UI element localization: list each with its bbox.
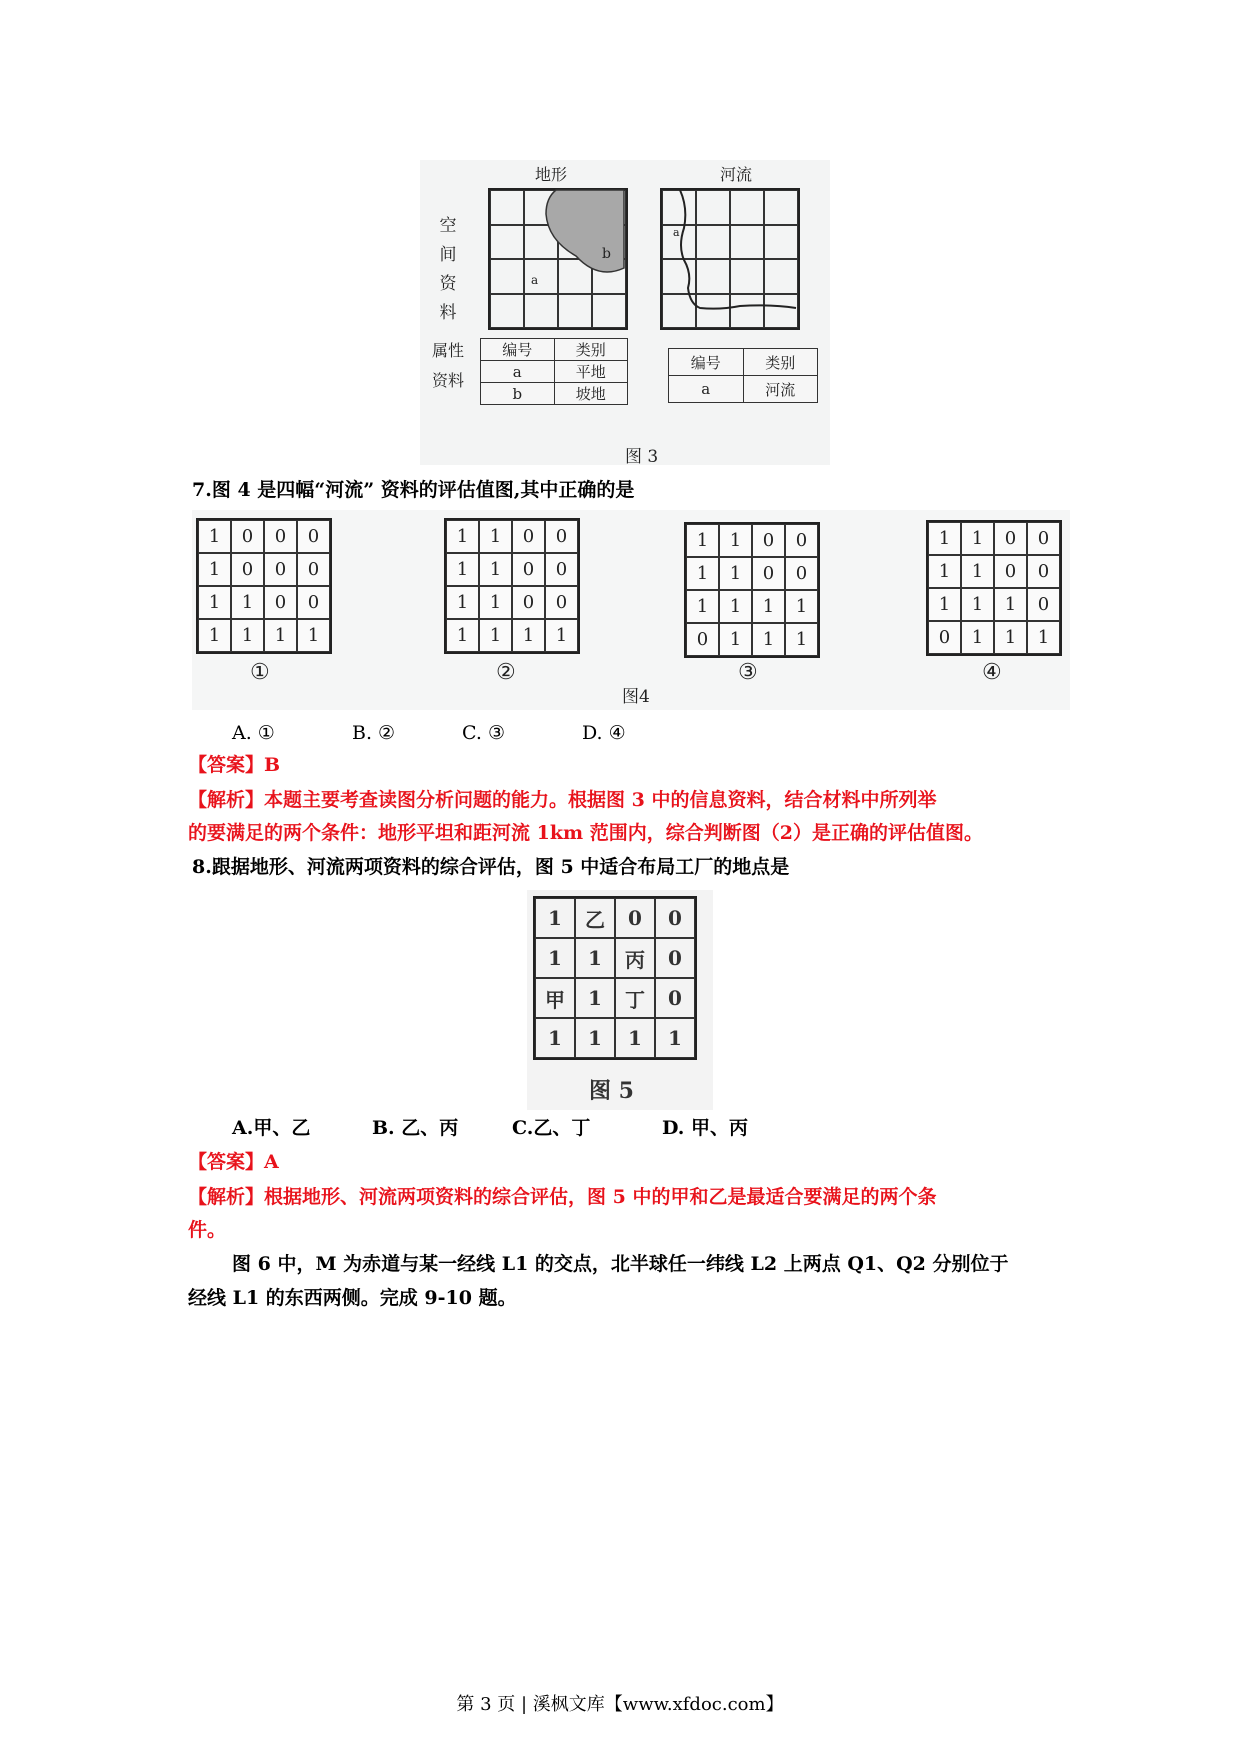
q7-answer: 【答案】B: [188, 754, 281, 776]
matrix-cell: 1: [479, 619, 512, 652]
matrix-cell: 丁: [615, 978, 655, 1018]
matrix-cell: 1: [928, 555, 961, 588]
matrix-cell: 甲: [535, 978, 575, 1018]
matrix-cell: 1: [928, 588, 961, 621]
matrix-cell: 0: [545, 520, 578, 553]
matrix-cell: 0: [752, 524, 785, 557]
matrix-cell: 1: [752, 623, 785, 656]
matrix-cell: 1: [535, 898, 575, 938]
figure-4: [192, 510, 1070, 710]
matrix-5: [533, 896, 697, 1060]
matrix-cell: 1: [719, 557, 752, 590]
page-footer: 第 3 页 | 溪枫文库【www.xfdoc.com】: [456, 1694, 784, 1715]
matrix-cell: 1: [686, 557, 719, 590]
terrain-attr-table: 编号 类别 a 平地 b 坡地: [480, 338, 628, 405]
q7-option-d: D. ④: [582, 722, 626, 744]
matrix-cell: 1: [928, 522, 961, 555]
terrain-title: 地形: [535, 165, 568, 184]
matrix-cell: 1: [615, 1018, 655, 1058]
river-label-a: a: [673, 226, 680, 239]
matrix-cell: 1: [785, 623, 818, 656]
matrix-2: [444, 518, 580, 654]
matrix-cell: 1: [198, 553, 231, 586]
matrix-cell: 1: [198, 619, 231, 652]
matrix-cell: 0: [512, 520, 545, 553]
q7-option-c: C. ③: [462, 722, 505, 744]
matrix-1-label: ①: [250, 660, 270, 685]
q8-analysis-line-1: 【解析】根据地形、河流两项资料的综合评估，图 5 中的甲和乙是最适合要满足的两个条: [188, 1186, 937, 1208]
matrix-cell: 0: [928, 621, 961, 654]
matrix-cell: 0: [231, 553, 264, 586]
matrix-cell: 1: [961, 522, 994, 555]
matrix-cell: 1: [752, 590, 785, 623]
matrix-cell: 1: [961, 555, 994, 588]
matrix-cell: 1: [961, 588, 994, 621]
q7-analysis-line-2: 的要满足的两个条件：地形平坦和距河流 1km 范围内，综合判断图（2）是正确的评估值图。: [188, 822, 983, 844]
figure-5-caption: 图 5: [589, 1078, 634, 1104]
matrix-cell: 1: [231, 619, 264, 652]
matrix-cell: 0: [297, 520, 330, 553]
figure-3-caption: 图 3: [625, 447, 659, 467]
river-title: 河流: [720, 165, 753, 184]
matrix-cell: 1: [535, 1018, 575, 1058]
q8-option-a: A.甲、乙: [232, 1117, 311, 1139]
matrix-3: [684, 522, 820, 658]
q8-answer: 【答案】A: [188, 1151, 279, 1173]
matrix-cell: 0: [785, 557, 818, 590]
terrain-label-a: a: [531, 273, 539, 287]
matrix-cell: 1: [575, 978, 615, 1018]
matrix-cell: 1: [198, 520, 231, 553]
matrix-cell: 0: [655, 978, 695, 1018]
matrix-cell: 1: [994, 621, 1027, 654]
matrix-cell: 0: [512, 553, 545, 586]
q8-option-b: B. 乙、丙: [372, 1117, 459, 1139]
matrix-cell: 0: [615, 898, 655, 938]
matrix-cell: 0: [297, 553, 330, 586]
terrain-label-b: b: [602, 246, 611, 262]
matrix-cell: 0: [785, 524, 818, 557]
intro-line-1: 图 6 中，M 为赤道与某一经线 L1 的交点，北半球任一纬线 L2 上两点 Q1、Q2 分别位于: [232, 1253, 1009, 1275]
q7-analysis-line-1: 【解析】本题主要考查读图分析问题的能力。根据图 3 中的信息资料，结合材料中所列举: [188, 789, 937, 811]
matrix-cell: 1: [535, 938, 575, 978]
attr-label-1: 属性: [432, 341, 465, 360]
matrix-cell: 1: [198, 586, 231, 619]
q7-option-b: B. ②: [352, 722, 396, 744]
matrix-cell: 0: [545, 553, 578, 586]
matrix-cell: 1: [655, 1018, 695, 1058]
matrix-cell: 1: [719, 623, 752, 656]
question-7-stem: 7.图 4 是四幅“河流” 资料的评估值图,其中正确的是: [192, 479, 635, 501]
matrix-cell: 1: [446, 553, 479, 586]
question-8-stem: 8.跟据地形、河流两项资料的综合评估，图 5 中适合布局工厂的地点是: [192, 856, 790, 878]
matrix-cell: 1: [785, 590, 818, 623]
matrix-cell: 0: [1027, 522, 1060, 555]
river-line: [660, 188, 800, 330]
q8-option-c: C.乙、丁: [512, 1117, 591, 1139]
matrix-cell: 1: [231, 586, 264, 619]
matrix-cell: 1: [1027, 621, 1060, 654]
matrix-cell: 0: [994, 555, 1027, 588]
matrix-cell: 0: [264, 553, 297, 586]
spatial-label: 空 间 资 料: [439, 216, 457, 323]
figure-4-caption: 图4: [622, 687, 650, 707]
matrix-1: [196, 518, 332, 654]
matrix-cell: 0: [231, 520, 264, 553]
matrix-cell: 乙: [575, 898, 615, 938]
q8-analysis-line-2: 件。: [188, 1219, 227, 1241]
matrix-4-label: ④: [982, 660, 1002, 685]
figure-3: [420, 160, 830, 465]
matrix-cell: 1: [961, 621, 994, 654]
intro-line-2: 经线 L1 的东西两侧。完成 9-10 题。: [188, 1287, 517, 1309]
matrix-cell: 0: [1027, 588, 1060, 621]
matrix-4: [926, 520, 1062, 656]
matrix-cell: 1: [994, 588, 1027, 621]
matrix-cell: 0: [512, 586, 545, 619]
matrix-cell: 0: [545, 586, 578, 619]
matrix-cell: 1: [512, 619, 545, 652]
matrix-3-label: ③: [738, 660, 758, 685]
q7-option-a: A. ①: [232, 722, 275, 744]
matrix-cell: 0: [686, 623, 719, 656]
figure-5: [527, 890, 713, 1110]
matrix-cell: 1: [719, 590, 752, 623]
matrix-cell: 1: [545, 619, 578, 652]
matrix-cell: 1: [479, 586, 512, 619]
matrix-cell: 1: [446, 586, 479, 619]
matrix-cell: 1: [446, 520, 479, 553]
matrix-cell: 1: [575, 1018, 615, 1058]
matrix-cell: 0: [1027, 555, 1060, 588]
attr-label-2: 资料: [432, 371, 465, 390]
matrix-cell: 0: [752, 557, 785, 590]
matrix-cell: 1: [686, 524, 719, 557]
river-attr-table: 编号 类别 a 河流: [668, 348, 818, 403]
matrix-cell: 1: [264, 619, 297, 652]
matrix-cell: 0: [994, 522, 1027, 555]
q8-option-d: D. 甲、丙: [662, 1117, 749, 1139]
matrix-2-label: ②: [496, 660, 516, 685]
matrix-cell: 1: [479, 553, 512, 586]
matrix-cell: 0: [264, 586, 297, 619]
matrix-cell: 1: [719, 524, 752, 557]
matrix-cell: 1: [297, 619, 330, 652]
matrix-cell: 0: [264, 520, 297, 553]
matrix-cell: 0: [297, 586, 330, 619]
matrix-cell: 1: [575, 938, 615, 978]
matrix-cell: 0: [655, 898, 695, 938]
matrix-cell: 0: [655, 938, 695, 978]
matrix-cell: 1: [446, 619, 479, 652]
matrix-cell: 丙: [615, 938, 655, 978]
matrix-cell: 1: [479, 520, 512, 553]
matrix-cell: 1: [686, 590, 719, 623]
